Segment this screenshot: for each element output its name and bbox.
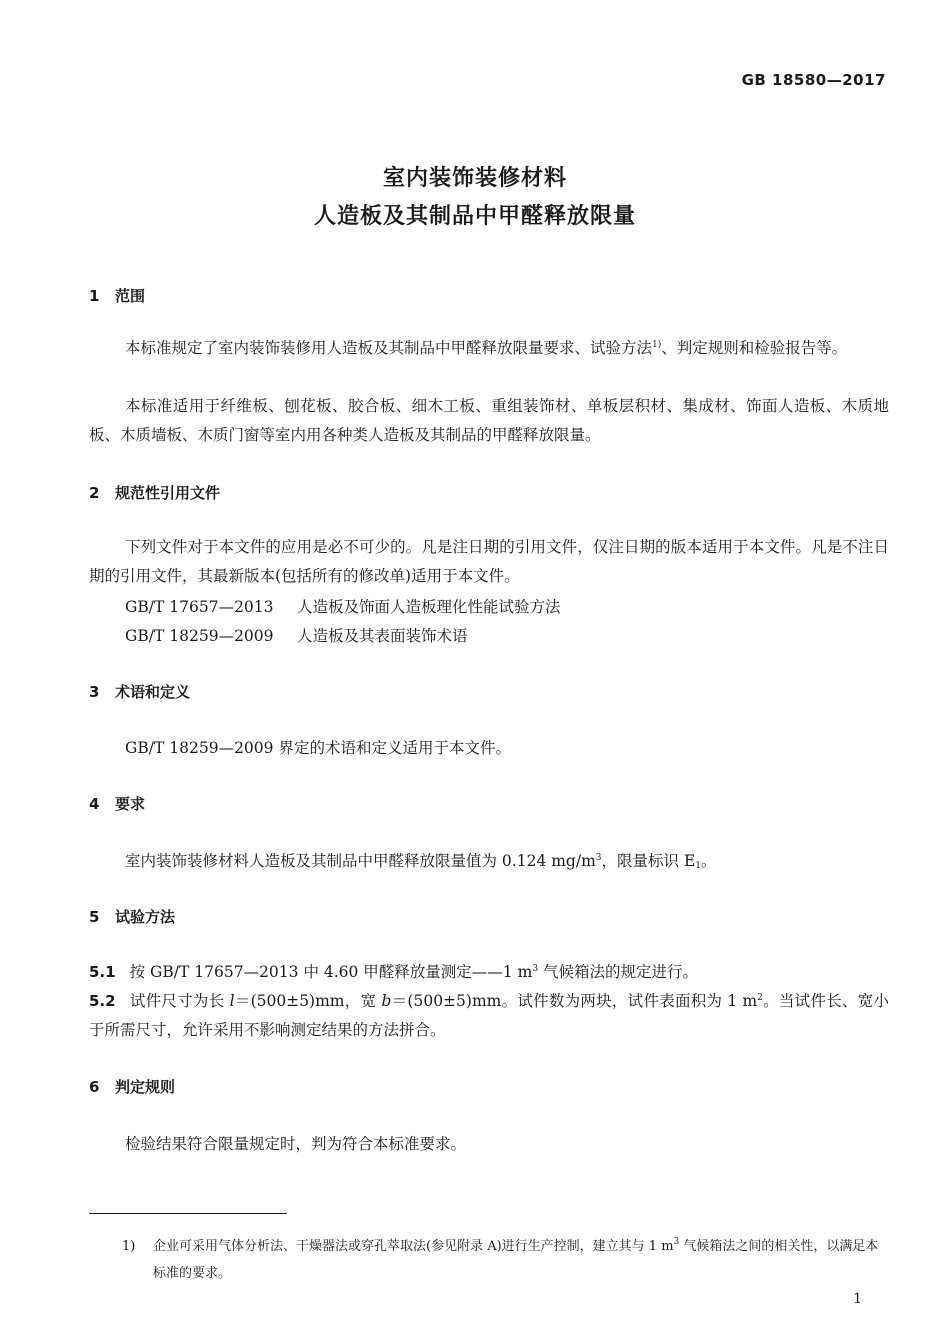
footnote-divider: [89, 1213, 287, 1214]
section-number: 3: [89, 683, 100, 701]
section-3-heading: [89, 681, 190, 702]
section-2-intro: 下列文件对于本文件的应用是必不可少的。凡是注日期的引用文件，仅注日期的版本适用于本文件。凡是不注日期的引用文件，其最新版本(包括所有的修改单)适用于本文件。: [89, 538, 889, 585]
section-1-heading: [89, 285, 145, 306]
reference-code: GB/T 17657—2013: [125, 598, 274, 616]
section-1-paragraph-2: 本标准适用于纤维板、刨花板、胶合板、细木工板、重组装饰材、单板层积材、集成材、饰面人造板、木质地板、木质墙板、木质门窗等室内用各种类人造板及其制品的甲醛释放限量。: [89, 397, 889, 444]
section-number: 6: [89, 1078, 100, 1096]
section-3-paragraph: GB/T 18259—2009 界定的术语和定义适用于本文件。: [125, 739, 511, 757]
section-number: 1: [89, 287, 100, 305]
section-title: 判定规则: [115, 1078, 176, 1096]
reference-code: GB/T 18259—2009: [125, 627, 274, 645]
reference-title: 人造板及饰面人造板理化性能试验方法: [297, 598, 561, 616]
section-title: 范围: [115, 287, 146, 305]
section-number: 2: [89, 484, 100, 502]
section-title: 术语和定义: [115, 683, 191, 701]
section-4-paragraph: 室内装饰装修材料人造板及其制品中甲醛释放限量值为 0.124 $mg/m^3$，限量标识 $E_1$。: [125, 852, 717, 871]
reference-title: 人造板及其表面装饰术语: [297, 627, 468, 645]
standard-code: GB 18580—2017: [741, 71, 886, 89]
section-title: 试验方法: [115, 908, 176, 926]
section-title: 要求: [115, 795, 146, 813]
footnote-marker: 1): [122, 1239, 136, 1254]
section-number: 4: [89, 795, 100, 813]
clause-5-2: 5.2 试件尺寸为长 l＝(500±5)mm，宽 b＝(500±5)mm。试件数为两块，试件表面积为 1 $m^2$。当试件长、宽小于所需尺寸，允许采用不影响测定结果的方法拼合。: [89, 992, 889, 1039]
clause-5-1: 5.1 按 GB/T 17657—2013 中 4.60 甲醛释放量测定——1 $m^3$ 气候箱法的规定进行。: [89, 963, 698, 981]
section-number: 5: [89, 908, 100, 926]
title-line-2: 人造板及其制品中甲醛释放限量: [313, 204, 636, 229]
section-6-paragraph: 检验结果符合限量规定时，判为符合本标准要求。: [125, 1135, 467, 1153]
section-6-heading: [89, 1076, 175, 1097]
footnote-text: 企业可采用气体分析法、干燥器法或穿孔萃取法(参见附录 A)进行生产控制，建立其与 1 $m^3$ 气候箱法之间的相关性，以满足本标准的要求。: [153, 1237, 879, 1281]
footnote: [122, 1233, 890, 1287]
section-5-heading: [89, 906, 175, 927]
footnote-ref: 1): [652, 340, 662, 350]
section-1-paragraph-1: 本标准规定了室内装饰装修用人造板及其制品中甲醛释放限量要求、试验方法$^{1)}$、判定规则和检验报告等。: [125, 339, 848, 357]
section-2-heading: [89, 482, 220, 503]
normative-reference: [125, 624, 468, 646]
normative-reference: [125, 595, 561, 617]
clause-number: 5.1: [89, 963, 116, 981]
section-4-heading: [89, 793, 145, 814]
page-number: 1: [853, 1291, 862, 1307]
section-title: 规范性引用文件: [115, 484, 221, 502]
clause-number: 5.2: [89, 992, 116, 1010]
title-line-1: 室内装饰装修材料: [382, 166, 567, 191]
